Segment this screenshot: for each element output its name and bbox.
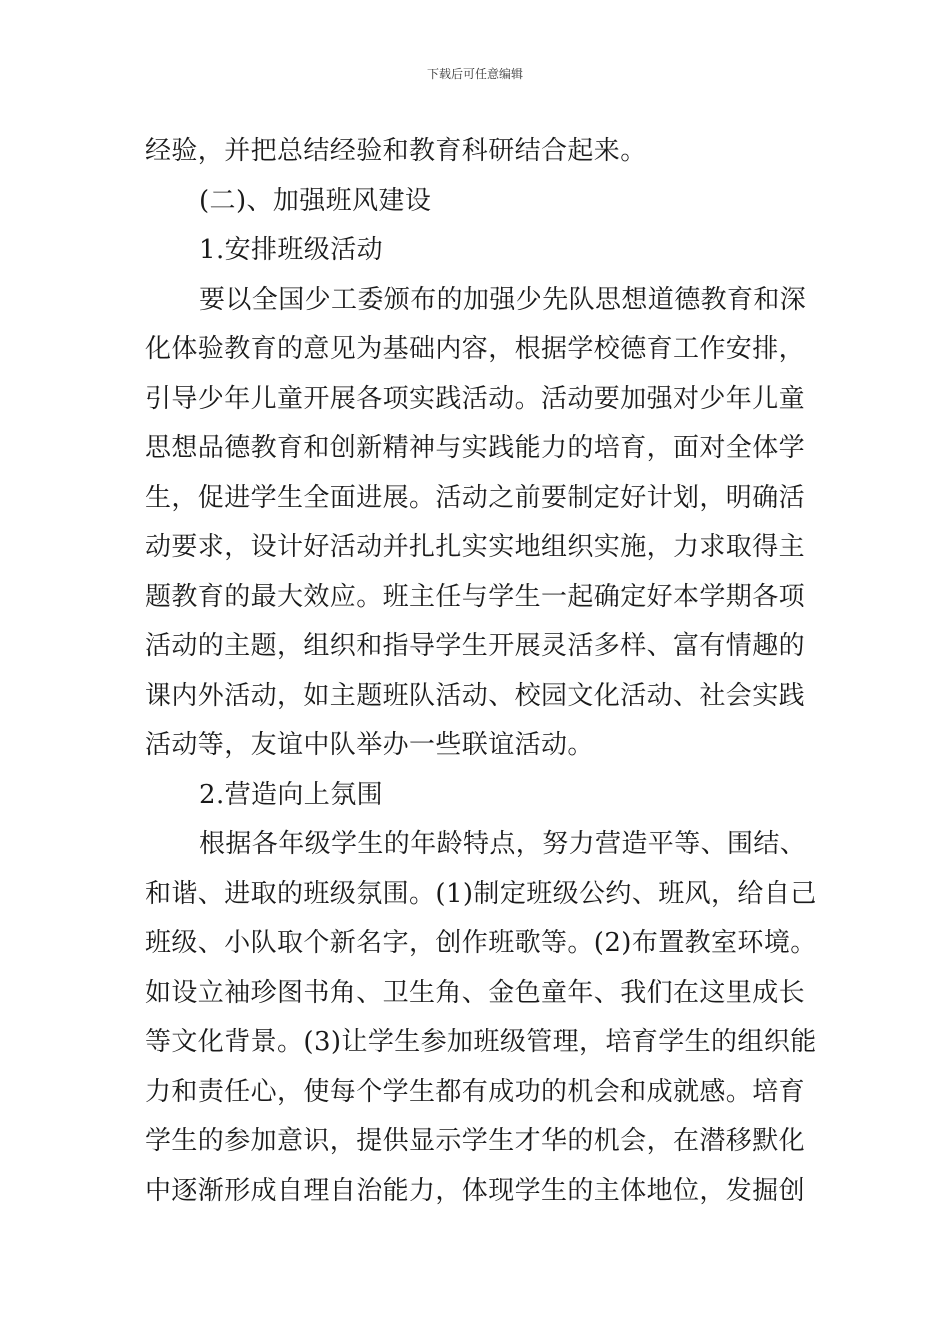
text-line: 根据各年级学生的年龄特点，努力营造平等、围结、 <box>199 829 807 859</box>
text-line: 动要求，设计好活动并扎扎实实地组织实施，力求取得主 <box>145 532 806 562</box>
subsection-heading: 2.营造向上氛围 <box>199 779 384 810</box>
text-line: 思想品德教育和创新精神与实践能力的培育，面对全体学 <box>145 433 806 463</box>
text-line: 课内外活动，如主题班队活动、校园文化活动、社会实践 <box>145 680 806 711</box>
section-heading: (二)、加强班风建设 <box>199 185 432 216</box>
text-line: 活动等，友谊中队举办一些联谊活动。 <box>145 730 594 760</box>
text-line: 要以全国少工委颁布的加强少先队思想道德教育和深 <box>199 284 807 315</box>
text-line: 题教育的最大效应。班主任与学生一起确定好本学期各项 <box>145 581 806 612</box>
page-header: 下载后可任意编辑 <box>426 67 523 81</box>
text-line: 生，促进学生全面进展。活动之前要制定好计划，明确活 <box>145 482 806 513</box>
text-line: 和谐、进取的班级氛围。(1)制定班级公约、班风，给自己 <box>145 878 817 909</box>
text-line: 引导少年儿童开展各项实践活动。活动要加强对少年儿童 <box>145 383 806 414</box>
text-line: 如设立袖珍图书角、卫生角、金色童年、我们在这里成长 <box>145 977 806 1008</box>
text-line: 力和责任心，使每个学生都有成功的机会和成就感。培育 <box>145 1076 806 1107</box>
text-line: 活动的主题，组织和指导学生开展灵活多样、富有情趣的 <box>145 631 806 661</box>
text-line: 班级、小队取个新名字，创作班歌等。(2)布置教室环境。 <box>145 928 817 958</box>
text-line: 中逐渐形成自理自治能力，体现学生的主体地位，发掘创 <box>145 1175 806 1206</box>
subsection-heading: 1.安排班级活动 <box>199 235 384 265</box>
text-line: 化体验教育的意见为基础内容，根据学校德育工作安排， <box>145 334 806 364</box>
text-line: 等文化背景。(3)让学生参加班级管理，培育学生的组织能 <box>145 1027 817 1057</box>
document-body <box>145 127 817 1216</box>
text-line: 学生的参加意识，提供显示学生才华的机会，在潜移默化 <box>145 1126 806 1156</box>
text-line: 经验，并把总结经验和教育科研结合起来。 <box>145 136 647 166</box>
